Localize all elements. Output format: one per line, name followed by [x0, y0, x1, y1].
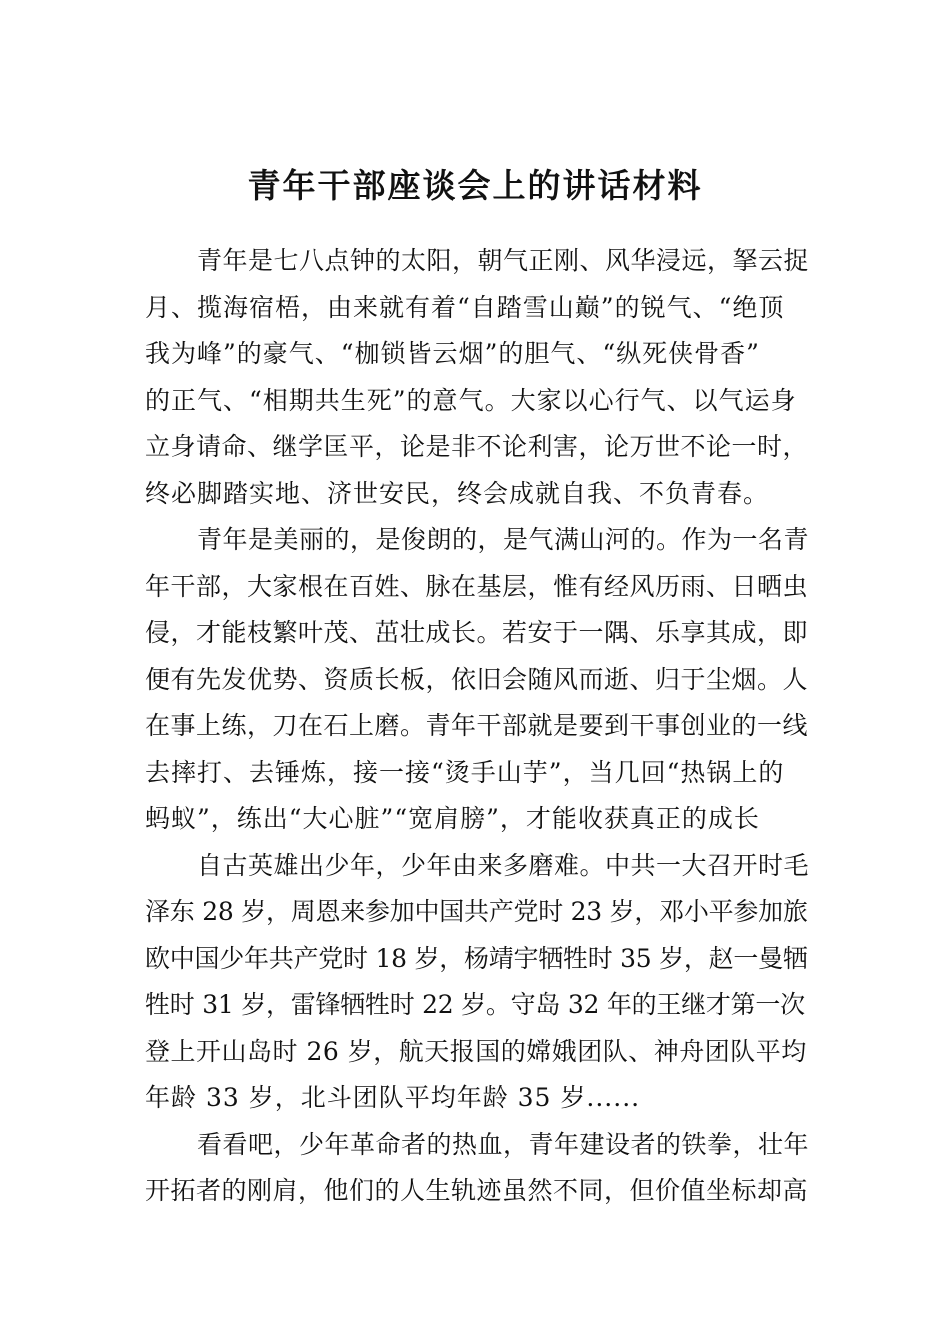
document-title: 青年干部座谈会上的讲话材料: [247, 166, 703, 205]
body-line: 欧中国少年共产党时 18 岁，杨靖宇牺牲时 35 岁，赵一曼牺: [145, 943, 808, 973]
body-line: 立身请命、继学匡平，论是非不论利害，论万世不论一时，: [145, 432, 809, 461]
body-line: 终必脚踏实地、济世安民，终会成就自我、不负青春。: [145, 478, 770, 508]
body-line: 泽东 28 岁，周恩来参加中国共产党时 23 岁，邓小平参加旅: [145, 897, 808, 926]
body-line: 蚂蚁”，练出“大心脏”“宽肩膀”，才能收获真正的成长: [145, 804, 760, 833]
document-body: [145, 238, 809, 1215]
body-line: 青年是美丽的，是俊朗的，是气满山河的。作为一名青: [197, 525, 810, 554]
body-line: 看看吧，少年革命者的热血，青年建设者的铁拳，壮年: [197, 1129, 810, 1159]
body-line: 年龄 33 岁，北斗团队平均年龄 35 岁......: [145, 1083, 641, 1112]
body-line: 的正气、“相期共生死”的意气。大家以心行气、以气运身: [145, 385, 797, 415]
body-line: 在事上练，刀在石上磨。青年干部就是要到干事创业的一线: [145, 711, 809, 740]
body-line: 青年是七八点钟的太阳，朝气正刚、风华浸远，拏云捉: [197, 246, 810, 275]
body-line: 便有先发优势、资质长板，依旧会随风而逝、归于尘烟。人: [145, 664, 809, 694]
body-line: 月、揽海宿梧，由来就有着“自踏雪山巅”的锐气、“绝顶: [145, 292, 785, 322]
body-line: 牲时 31 岁，雷锋牺牲时 22 岁。守岛 32 年的王继才第一次: [145, 990, 805, 1019]
body-line: 开拓者的刚肩，他们的人生轨迹虽然不同，但价值坐标却高: [145, 1176, 809, 1205]
body-line: 年干部，大家根在百姓、脉在基层，惟有经风历雨、日晒虫: [145, 571, 809, 601]
body-line: 去摔打、去锤炼，接一接“烫手山芋”，当几回“热锅上的: [145, 757, 785, 787]
body-line: 侵，才能枝繁叶茂、茁壮成长。若安于一隅、乐享其成，即: [145, 618, 809, 647]
body-line: 登上开山岛时 26 岁，航天报国的嫦娥团队、神舟团队平均: [145, 1036, 807, 1066]
body-line: 我为峰”的豪气、“枷锁皆云烟”的胆气、“纵死侠骨香”: [145, 339, 760, 368]
body-line: 自古英雄出少年，少年由来多磨难。中共一大召开时毛: [197, 850, 810, 880]
